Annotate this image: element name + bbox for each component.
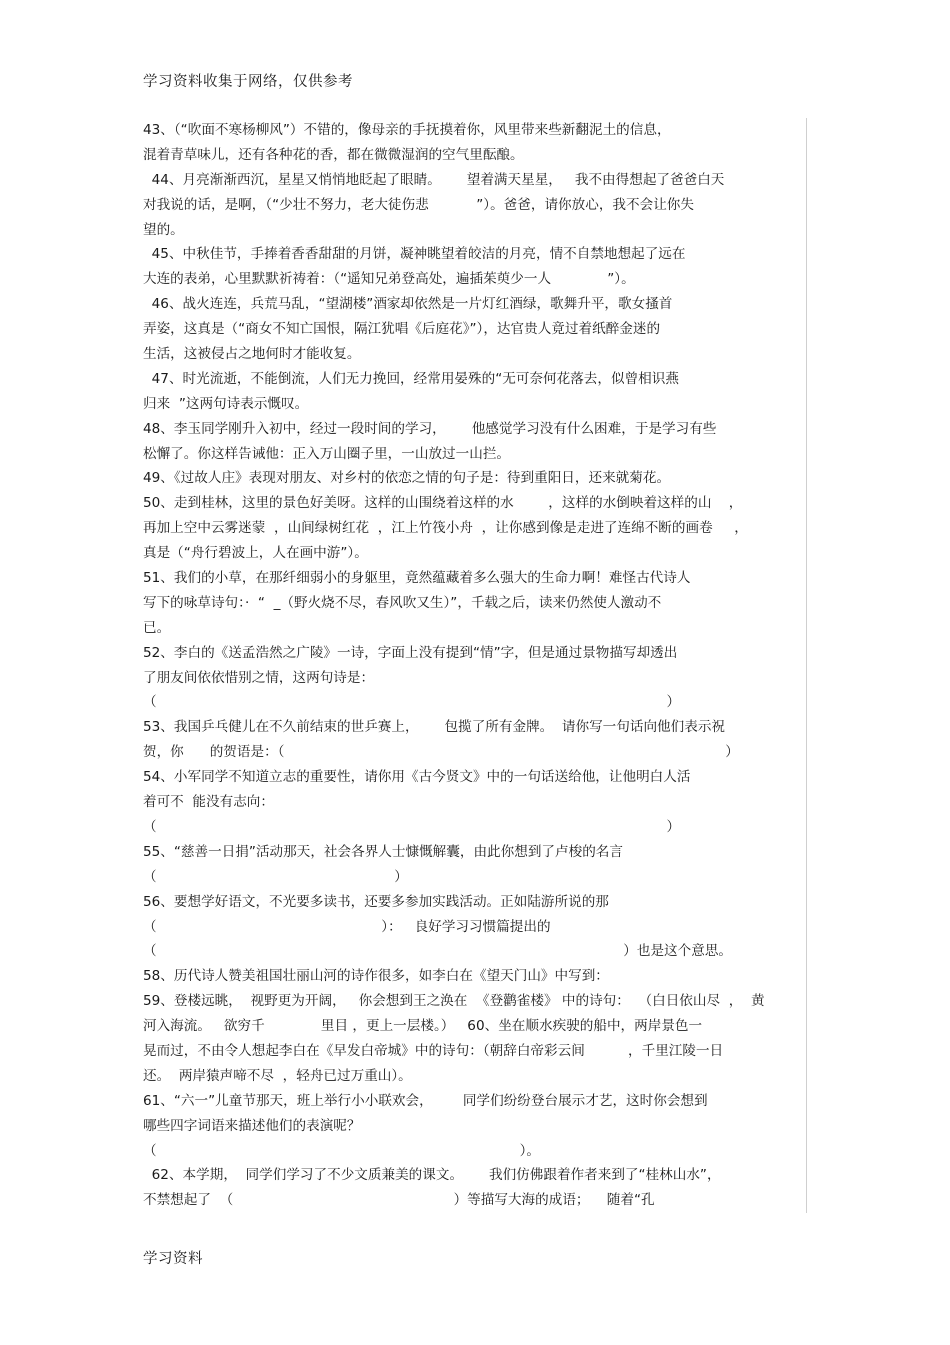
text-line: 47、时光流逝，不能倒流，人们无力挽回，经常用晏殊的“无可奈何花落去，似曾相识燕 [143,370,679,387]
text-line: （ ） [143,818,681,835]
document-body [143,118,808,1213]
text-line: 混着青草味儿，还有各种花的香，都在微微湿润的空气里酝酿。 [143,146,524,163]
text-line: 48、李玉同学刚升入初中，经过一段时间的学习， 他感觉学习没有什么困难，于是学习有些 [143,420,717,437]
text-line: 了朋友间依依惜别之情，这两句诗是： [143,669,375,686]
text-line: 50、走到桂林，这里的景色好美呀。这样的山围绕着这样的水 ，这样的水倒映着这样的山 ， [143,495,743,512]
text-line: 52、李白的《送孟浩然之广陵》一诗，字面上没有提到“情”字，但是通过景物描写却透出 [143,644,678,661]
text-line: 大连的表弟，心里默默祈祷着：（“遥知兄弟登高处，遍插茱萸少一人 ”）。 [143,271,635,288]
text-line: 河入海流。 欲穷千 里目 ，更上一层楼。） 60、坐在顺水疾驶的船中，两岸景色一 [143,1018,703,1035]
text-line: 对我说的话，是啊，（“少壮不努力，老大徒伤悲 ”）。爸爸，请你放心，我不会让你失 [143,196,694,213]
text-line: 还。 两岸猿声啼不尽 ，轻舟已过万重山）。 [143,1067,412,1084]
text-line: （ ）： 良好学习习惯篇提出的 [143,918,551,935]
text-line: 59、登楼远眺， 视野更为开阔， 你会想到王之涣在 《登鹳雀楼》 中的诗句： （白日依山尽 ， 黄 [143,993,765,1010]
text-line: 61、“六一”儿童节那天，班上举行小小联欢会， 同学们纷纷登台展示才艺，这时你会想到 [143,1092,708,1109]
text-line: 松懈了。你这样告诫他：正入万山圈子里，一山放过一山拦。 [143,445,511,462]
text-line: 45、中秋佳节，手捧着香香甜甜的月饼，凝神眺望着皎洁的月亮，情不自禁地想起了远在 [143,246,686,263]
text-line: 着可不 能没有志向： [143,794,274,811]
text-line: 54、小军同学不知道立志的重要性，请你用《古今贤文》中的一句话送给他，让他明白人活 [143,769,691,786]
text-line: 62、本学期， 同学们学习了不少文质兼美的课文。 我们仿佛跟着作者来到了“桂林山水”， [143,1167,721,1184]
page-header: 学习资料收集于网络，仅供参考 [143,74,353,90]
text-line: （ ）。 [143,1142,540,1159]
text-line: 58、历代诗人赞美祖国壮丽山河的诗作很多，如李白在《望天门山》中写到： [143,968,609,985]
text-line: 真是（“舟行碧波上，人在画中游”）。 [143,545,368,562]
text-line: 56、要想学好语文，不光要多读书，还要多参加实践活动。正如陆游所说的那 [143,893,609,910]
text-line: 晃而过，不由令人想起李白在《早发白帝城》中的诗句：（朝辞白帝彩云间 ，千里江陵一日 [143,1042,724,1059]
text-line: 44、月亮渐渐西沉，星星又悄悄地眨起了眼睛。 望着满天星星， 我不由得想起了爸爸白天 [143,171,725,188]
text-line: 写下的咏草诗句：· “ _（野火烧不尽，春风吹又生）”，千载之后，读来仍然使人激动不 [143,594,662,611]
text-line: 哪些四字词语来描述他们的表演呢？ [143,1117,361,1134]
text-line: 49、《过故人庄》表现对朋友、对乡村的依恋之情的句子是：待到重阳日，还来就菊花。 [143,470,671,487]
text-line: 46、战火连连，兵荒马乱，“望湖楼”酒家却依然是一片灯红酒绿，歌舞升平，歌女搔首 [143,296,673,313]
page-footer: 学习资料 [143,1251,203,1267]
text-line: （ ） [143,694,681,711]
text-line: 53、我国乒乓健儿在不久前结束的世乒赛上， 包揽了所有金牌。 请你写一句话向他们表示祝 [143,719,726,736]
text-line: 55、“慈善一日捐”活动那天，社会各界人士慷慨解囊，由此你想到了卢梭的名言 [143,843,623,860]
text-line: 弄姿，这真是（“商女不知亡国恨，隔江犹唱《后庭花》”），达官贵人竟过着纸醉金迷的 [143,321,661,338]
text-line: 再加上空中云雾迷蒙 ，山间绿树红花 ，江上竹筏小舟 ，让你感到像是走进了连绵不断的画卷 ， [143,520,748,537]
text-line: 生活，这被侵占之地何时才能收复。 [143,346,361,363]
text-line: 不禁想起了 （ ）等描写大海的成语； 随着“孔 [143,1192,655,1209]
text-line: 51、我们的小草，在那纤细弱小的身躯里，竟然蕴藏着多么强大的生命力啊！难怪古代诗人 [143,570,691,587]
text-line: 望的。 [143,221,184,238]
text-line: 43、（“吹面不寒杨柳风”）不错的，像母亲的手抚摸着你，风里带来些新翻泥土的信息， [143,122,671,138]
text-line: （ ）也是这个意思。 [143,943,733,960]
text-line: 归来 ”这两句诗表示慨叹。 [143,395,309,412]
text-line: 贺，你 的贺语是：（ ） [143,744,739,761]
text-line: （ ） [143,868,408,885]
text-line: 已。 [143,619,171,636]
